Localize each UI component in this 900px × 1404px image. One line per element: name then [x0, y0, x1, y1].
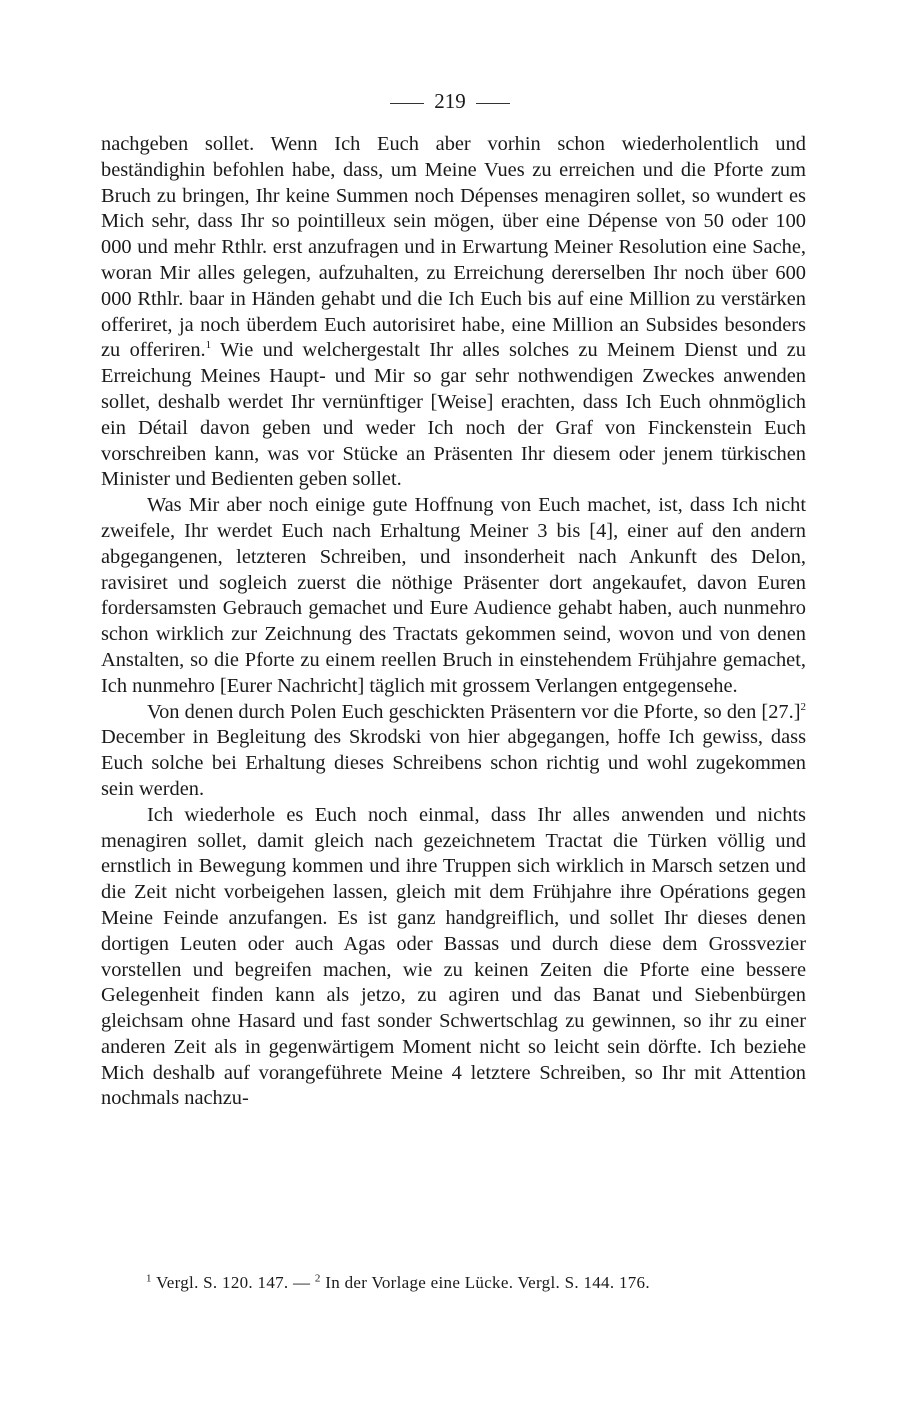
- footnote-reference: 1: [205, 339, 212, 352]
- body-text: [101, 132, 806, 1112]
- paragraph-text: Wie und welchergestalt Ihr alles solches zu Meinem Dienst und zu Erreichung Meines Haupt- und Mir so gar sehr nothwendigen Zweckes anwenden sollet, deshalb werdet Ihr vernünftiger [Weise] erachten, dass Ich Euch ohnmöglich ein Détail davon geben und weder Ich noch der Graf von Finckenstein Euch vorschreiben kann, was vor Stücke an Präsenten Ihr diesem oder jenem türkischen Minister und Bedienten geben sollet.: [101, 339, 807, 491]
- paragraph-text: nachgeben sollet. Wenn Ich Euch aber vorhin schon wiederholentlich und beständighin befohlen habe, dass, um Meine Vues zu erreichen und die Pforte zum Bruch zu bringen, Ihr keine Summen noch Dépenses menagiren sollet, so wundert es Mich sehr, dass Ihr so pointilleux sein mögen, über eine Dépense von 50 oder 100 000 und mehr Rthlr. erst anzufragen und in Erwartung Meiner Resolution eine Sache, woran Mir alles gelegen, aufzuhalten, zu Erreichung dererselben Ihr noch über 600 000 Rthlr. baar in Händen gehabt und die Ich Euch bis auf eine Million zu verstärken offeriret, ja noch überdem Euch autorisiret habe, eine Million an Subsides besonders zu offeriren.: [101, 133, 806, 362]
- paragraph: [101, 132, 806, 493]
- header-rule-left: [390, 103, 424, 104]
- paragraph: [101, 700, 806, 803]
- paragraph: [101, 493, 806, 699]
- footnote-reference: 2: [800, 700, 806, 713]
- footnote-text: Vergl. S. 120. 147. —: [156, 1273, 311, 1292]
- footnotes: [146, 1272, 846, 1294]
- paragraph: [101, 803, 806, 1113]
- paragraph-text: Ich wiederhole es Euch noch einmal, dass Ihr alles anwenden und nichts menagiren sollet, damit gleich nach gezeichnetem Tractat die Türken völlig und ernstlich in Bewegung kommen und ihre Truppen sich wirklich in Marsch setzen und die Zeit nicht vorbeigehen lassen, gleich mit dem Frühjahre ihre Opérations gegen Meine Feinde anzufangen. Es ist ganz handgreiflich, und sollet Ihr dieses denen dortigen Leuten oder auch Agas oder Bassas und durch diese dem Grossvezier vorstellen und begreifen machen, wie zu keinen Zeiten die Pforte eine bessere Gelegenheit finden kann als jetzo, zu agiren und das Banat und Siebenbürgen gleichsam ohne Hasard und fast sonder Schwertschlag zu gewinnen, so ihr zu einer anderen Zeit als in gegenwärtigem Moment nicht so leicht sein dörfte. Ich beziehe Mich deshalb auf vorangeführete Meine 4 letztere Schreiben, so Ihr mit Attention nochmals nachzu-: [101, 803, 806, 1110]
- footnote-text: In der Vorlage eine Lücke. Vergl. S. 144. 176.: [325, 1273, 650, 1292]
- header-rule-right: [476, 103, 510, 104]
- page-header: [0, 88, 900, 114]
- footnote-mark: 2: [314, 1272, 321, 1285]
- page-number: 219: [434, 89, 466, 113]
- paragraph-text: Was Mir aber noch einige gute Hoffnung von Euch machet, ist, dass Ich nicht zweifele, Ihr werdet Euch nach Erhaltung Meiner 3 bis [4], einer auf den andern abgegangenen, letzteren Schreiben, und insonderheit nach Ankunft des Delon, ravisiret und sogleich zuerst die nöthige Präsenter dort angekaufet, davon Euren fordersamsten Gebrauch gemachet und Eure Audience gehabt haben, auch nunmehro schon wirklich zur Zeichnung des Tractats gekommen seind, wovon und von denen Anstalten, so die Pforte zu einem reellen Bruch in einstehendem Frühjahre gemachet, Ich nunmehro [Eurer Nachricht] täglich mit grossem Verlangen entgegensehe.: [101, 494, 806, 697]
- paragraph-text: Von denen durch Polen Euch geschickten Präsentern vor die Pforte, so den [27.]: [147, 700, 801, 723]
- paragraph-text: December in Begleitung des Skrodski von hier abgegangen, hoffe Ich gewiss, dass Euch solche bei Erhaltung dieses Schreibens schon richtig und wohl zugekommen sein werden.: [101, 726, 806, 800]
- footnote-mark: 1: [146, 1272, 152, 1285]
